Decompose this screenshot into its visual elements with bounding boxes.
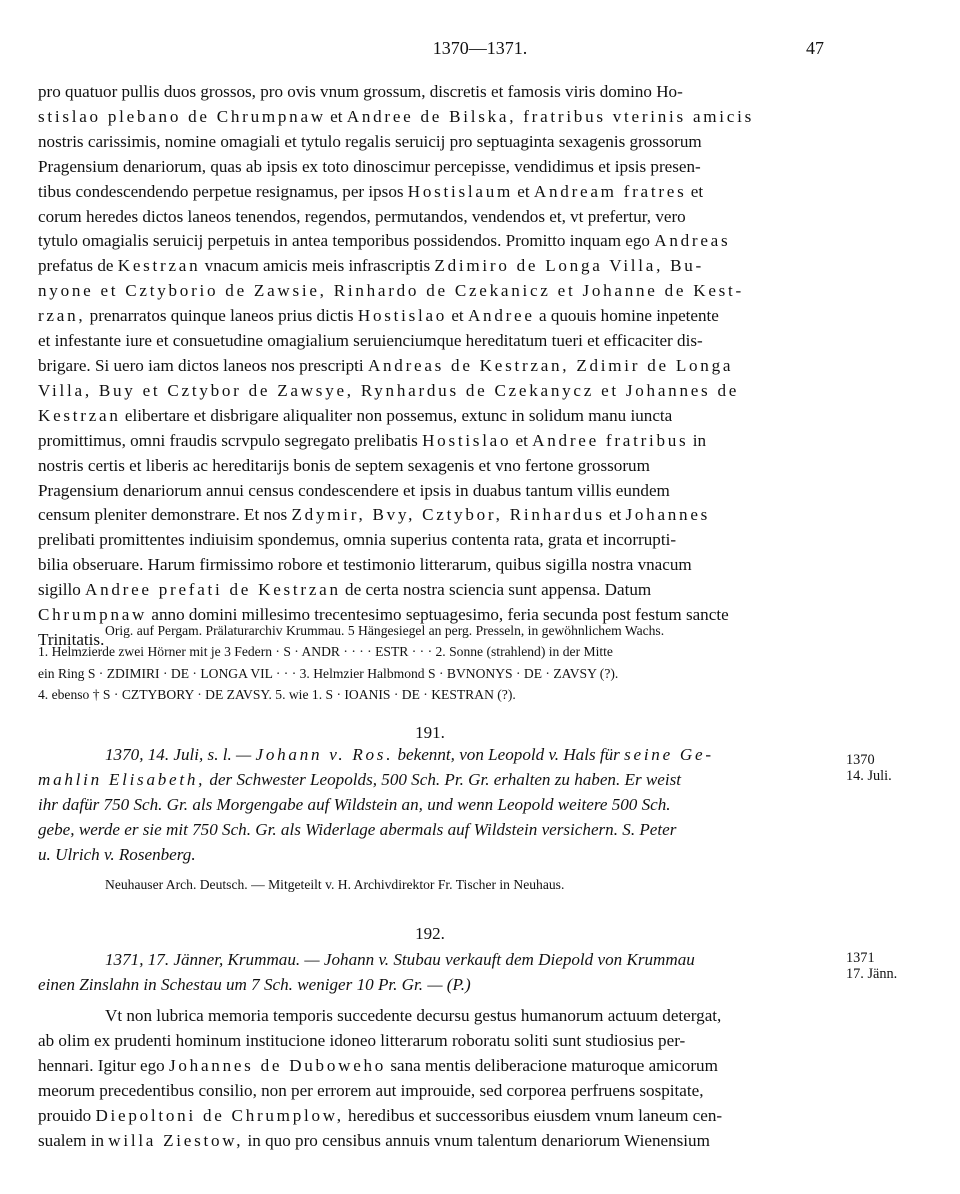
text-line: prefatus de Kestrzan vnacum amicis meis infrascriptis Zdimiro de Longa Villa, Bu-: [38, 256, 704, 276]
regest-line: ihr dafür 750 Sch. Gr. als Morgengabe auf Wildstein an, und wenn Leopold weitere 500 Sch.: [38, 795, 671, 814]
regest-line: gebe, werde er sie mit 750 Sch. Gr. als Widerlage abermals auf Wildstein versichern. S. Peter: [38, 820, 677, 839]
source-note-191: Neuhauser Arch. Deutsch. — Mitgeteilt v. H. Archivdirektor Fr. Tischer in Neuhaus.: [105, 877, 565, 892]
page-number: 47: [806, 38, 824, 58]
text-line: nyone et Cztyborio de Zawsie, Rinhardo de Czekanicz et Johanne de Kest-: [38, 281, 744, 301]
charter-192-text: [38, 1004, 828, 1153]
text-line: pro quatuor pullis duos grossos, pro ovis vnum grossum, discretis et famosis viris domino Ho-: [38, 82, 683, 101]
note-line: ein Ring S · ZDIMIRI · DE · LONGA VIL · · · 3. Helmzier Halbmond S · BVNONYS · DE · ZAVSY (?).: [38, 665, 619, 681]
text-line: ab olim ex prudenti hominum institucione idoneo litterarum roboratu soliti sunt studiosius per-: [38, 1030, 686, 1050]
text-line: Pragensium denariorum annui census condescendere et ipsis in duabus tantum villis eundem: [38, 480, 670, 500]
text-line: prelibati promittentes indiuisim spondemus, omnia superius contenta rata, grata et incorrupti-: [38, 530, 677, 550]
margin-date-192: [846, 950, 918, 982]
text-line: hennari. Igitur ego Johannes de Duboweho sana mentis deliberacione maturoque amicorum: [38, 1055, 718, 1075]
text-line: tibus condescendendo perpetue resignamus, per ipsos Hostislaum et Andream fratres et: [38, 181, 704, 201]
document-number-191: 191.: [415, 723, 445, 742]
margin-year: 1371: [846, 950, 875, 966]
regest-line: u. Ulrich v. Rosenberg.: [38, 845, 196, 864]
text-line: Kestrzan elibertare et disbrigare aliqualiter non possemus, extunc in solidum manu iuncta: [38, 405, 673, 425]
text-line: tytulo omagialis seruicij perpetuis in antea temporibus possidendos. Promitto inquam ego Andreas: [38, 231, 731, 251]
text-line: Chrumpnaw anno domini millesimo trecentesimo septuagesimo, feria secunda post festum sancte: [38, 605, 729, 625]
text-line: corum heredes dictos laneos tenendos, regendos, permutandos, vendendos et, vt prefertur, vero: [38, 206, 686, 226]
regest-191: [105, 742, 829, 767]
note-line: 1. Helmzierde zwei Hörner mit je 3 Federn · S · ANDR · · · · ESTR · · · 2. Sonne (strahlend) in der Mitte: [38, 644, 613, 660]
text-line: meorum precedentibus consilio, non per errorem aut improuide, sed corporea perfruens sospitate,: [38, 1080, 704, 1100]
text-line: Pragensium denariorum, quas ab ipsis ex toto dinoscimur percepisse, vendidimus et ipsis presen-: [38, 156, 701, 176]
margin-year: 1370: [846, 752, 875, 768]
regest-line: einen Zinslahn in Schestau um 7 Sch. weniger 10 Pr. Gr. — (P.): [38, 975, 471, 994]
note-line: Orig. auf Pergam. Prälaturarchiv Krummau. 5 Hängesiegel an perg. Presseln, in gewöhnlichem Wachs.: [105, 623, 665, 638]
charter-190-notes: [38, 620, 828, 705]
regest-192: [38, 947, 828, 997]
text-line: censum pleniter demonstrare. Et nos Zdymir, Bvy, Cztybor, Rinhardus et Johannes: [38, 505, 711, 525]
text-line: Villa, Buy et Cztybor de Zawsye, Rynhardus de Czekanycz et Johannes de: [38, 380, 740, 400]
regest-line: mahlin Elisabeth, der Schwester Leopolds, 500 Sch. Pr. Gr. erhalten zu haben. Er weist: [38, 770, 682, 789]
margin-day: 17. Jänn.: [846, 966, 898, 982]
charter-190-text: [38, 80, 828, 653]
text-line: Trinitatis.: [38, 629, 105, 649]
margin-day: 14. Juli.: [846, 768, 892, 784]
margin-date-191: [846, 752, 918, 784]
document-number-192: 192.: [415, 924, 445, 943]
text-line: rzan, prenarratos quinque laneos prius dictis Hostislao et Andree a quouis homine inpetente: [38, 306, 719, 326]
text-line: Vt non lubrica memoria temporis succedente decursu gestus humanorum actuum detergat,: [105, 1006, 722, 1025]
regest-191-cont: [38, 767, 828, 867]
regest-line: 1370, 14. Juli, s. l. — Johann v. Ros. bekennt, von Leopold v. Hals für seine Ge-: [105, 745, 714, 764]
text-line: et infestante iure et consuetudine omagialium seruienciumque hereditatum tueri et efficaciter dis-: [38, 331, 703, 351]
text-line: sualem in willa Ziestow, in quo pro censibus annuis vnum talentum denariorum Wienensium: [38, 1130, 710, 1150]
text-line: sigillo Andree prefati de Kestrzan de certa nostra sciencia sunt appensa. Datum: [38, 580, 652, 600]
text-line: bilia obseruare. Harum firmissimo robore et testimonio litterarum, quibus sigilla nostra vnacum: [38, 555, 692, 575]
text-line: promittimus, omni fraudis scrvpulo segregato prelibatis Hostislao et Andree fratribus in: [38, 430, 707, 450]
text-line: brigare. Si uero iam dictos laneos nos prescripti Andreas de Kestrzan, Zdimir de Longa: [38, 355, 734, 375]
running-header-title: 1370—1371.: [432, 38, 528, 58]
text-line: prouido Diepoltoni de Chrumplow, heredibus et successoribus eiusdem vnum laneum cen-: [38, 1105, 723, 1125]
regest-line: 1371, 17. Jänner, Krummau. — Johann v. Stubau verkauft dem Diepold von Krummau: [105, 950, 695, 969]
text-line: nostris carissimis, nomine omagiali et tytulo regalis seruicij pro septuaginta sexagenis grossorum: [38, 131, 702, 151]
text-line: nostris certis et liberis ac hereditarijs bonis de septem sexagenis et vno fertone grossorum: [38, 455, 650, 475]
note-line: 4. ebenso † S · CZTYBORY · DE ZAVSY. 5. wie 1. S · IOANIS · DE · KESTRAN (?).: [38, 686, 516, 702]
text-line: stislao plebano de Chrumpnaw et Andree de Bilska, fratribus vterinis amicis: [38, 106, 754, 126]
